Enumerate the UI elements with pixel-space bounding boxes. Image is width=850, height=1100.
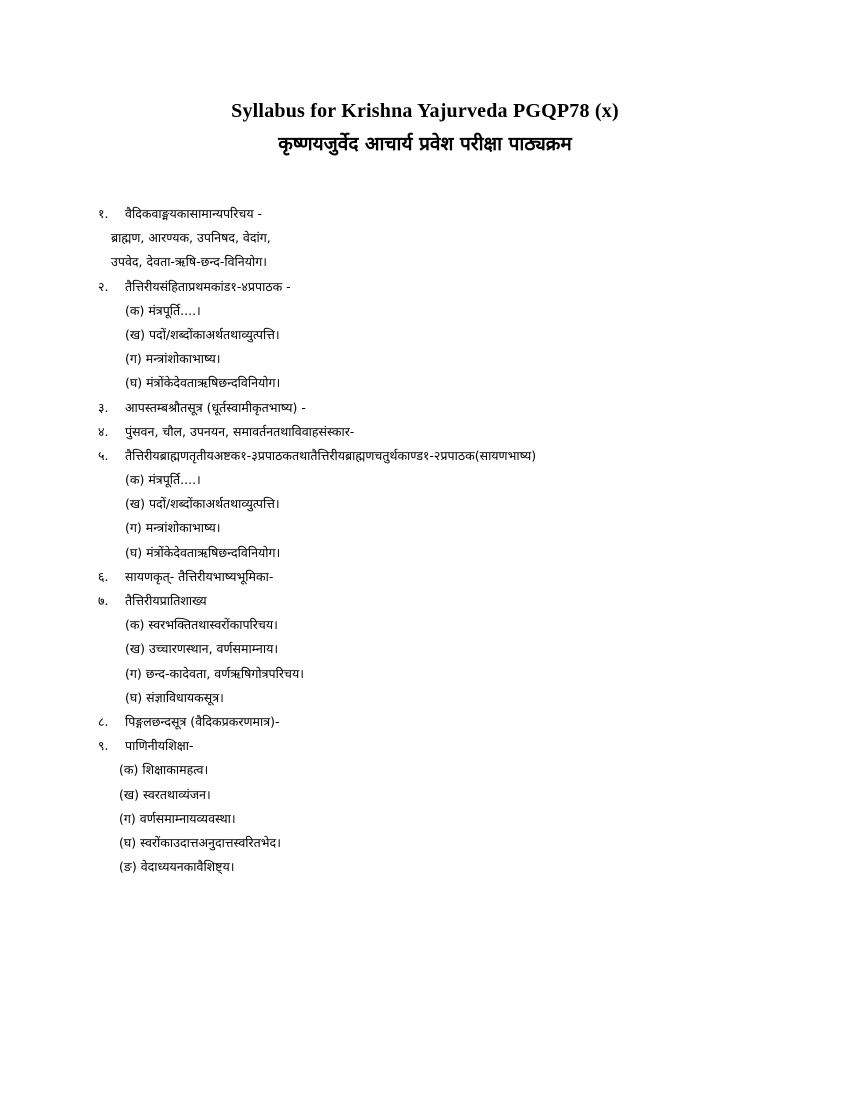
sub-item: (ख) स्वरतथाव्यंजन। — [119, 786, 211, 802]
document-title-english: Syllabus for Krishna Yajurveda PGQP78 (x) — [231, 100, 619, 122]
item-text: तैत्तिरीयसंहिताप्रथमकांड१-४प्रपाठक - — [125, 278, 291, 294]
item-text: पाणिनीयशिक्षा- — [125, 738, 194, 754]
sub-item: (घ) मंत्रोंकेदेवताऋषिछन्दविनियोग। — [125, 375, 281, 391]
sub-item: (ख) उच्चारणस्थान, वर्णसमाम्नाय। — [125, 641, 279, 657]
item-number: ८. — [98, 713, 109, 729]
item-number: ७. — [98, 593, 109, 608]
sub-item: (क) स्वरभक्तितथास्वरोंकापरिचय। — [125, 617, 278, 633]
syllabus-item-4 — [98, 420, 818, 444]
syllabus-item-2 — [98, 275, 818, 299]
item-text: तैत्तिरीयप्रातिशाख्य — [125, 593, 207, 608]
sub-item: (क) मंत्रपूर्ति....। — [125, 472, 201, 488]
sub-item: (ग) मन्त्रांशोकाभाष्य। — [125, 351, 221, 367]
item-text: सायणकृत्- तैत्तिरीयभाष्यभूमिका- — [125, 568, 274, 584]
sub-item: (क) मंत्रपूर्ति....। — [125, 302, 201, 318]
syllabus-item-7 — [98, 589, 818, 613]
item-number: ९. — [98, 738, 109, 754]
syllabus-item-5 — [98, 444, 818, 468]
sub-item: (घ) संज्ञाविधायकसूत्र। — [125, 689, 224, 705]
item-continuation: उपवेद, देवता-ऋषि-छन्द-विनियोग। — [111, 254, 267, 270]
sub-item: (घ) स्वरोंकाउदात्तअनुदात्तस्वरितभेद। — [119, 834, 281, 850]
item-text: पिङ्गलछन्दसूत्र (वैदिकप्रकरणमात्र)- — [125, 713, 280, 729]
item-number: ४. — [98, 423, 109, 439]
sub-item: (ग) मन्त्रांशोकाभाष्य। — [125, 520, 221, 536]
item-number: १. — [98, 206, 109, 221]
sub-item: (क) शिक्षाकामहत्व। — [119, 762, 209, 778]
sub-item: (ख) पदों/शब्दोंकाअर्थतथाव्युत्पत्ति। — [125, 496, 280, 512]
syllabus-item-3 — [98, 396, 818, 420]
sub-item: (ख) पदों/शब्दोंकाअर्थतथाव्युत्पत्ति। — [125, 326, 280, 342]
syllabus-item-9 — [98, 734, 818, 758]
sub-item: (घ) मंत्रोंकेदेवताऋषिछन्दविनियोग। — [125, 544, 281, 560]
syllabus-item-6 — [98, 565, 818, 589]
syllabus-list — [98, 202, 818, 879]
item-text: आपस्तम्बश्रौतसूत्र (धूर्तस्वामीकृतभाष्य) - — [125, 399, 306, 415]
item-number: ३. — [98, 399, 109, 415]
syllabus-item-8 — [98, 710, 818, 734]
sub-item: (ग) वर्णसमाम्नायव्यवस्था। — [119, 810, 236, 826]
sub-item: (ग) छन्द-कादेवता, वर्णऋषिगोत्रपरिचय। — [125, 665, 304, 681]
item-continuation: ब्राह्मण, आरण्यक, उपनिषद, वेदांग, — [111, 230, 271, 246]
item-number: ५. — [98, 447, 109, 463]
item-text: वैदिकवाङ्मयकासामान्यपरिचय - — [125, 206, 263, 221]
item-number: २. — [98, 278, 109, 294]
sub-item: (ङ) वेदाध्ययनकावैशिष्ट्य। — [119, 859, 235, 875]
syllabus-item-1 — [98, 202, 818, 226]
item-text: तैत्तिरीयब्राह्मणतृतीयअष्टक१-३प्रपाठकतथातैत्तिरीयब्राह्मणचतुर्थकाण्ड१-२प्रपाठक(सायणभाष्य) — [125, 447, 537, 463]
item-text: पुंसवन, चौल, उपनयन, समावर्तनतथाविवाहसंस्कार- — [125, 423, 355, 439]
item-number: ६. — [98, 568, 109, 584]
document-title-hindi: कृष्णयजुर्वेद आचार्य प्रवेश परीक्षा पाठ्यक्रम — [278, 133, 572, 155]
